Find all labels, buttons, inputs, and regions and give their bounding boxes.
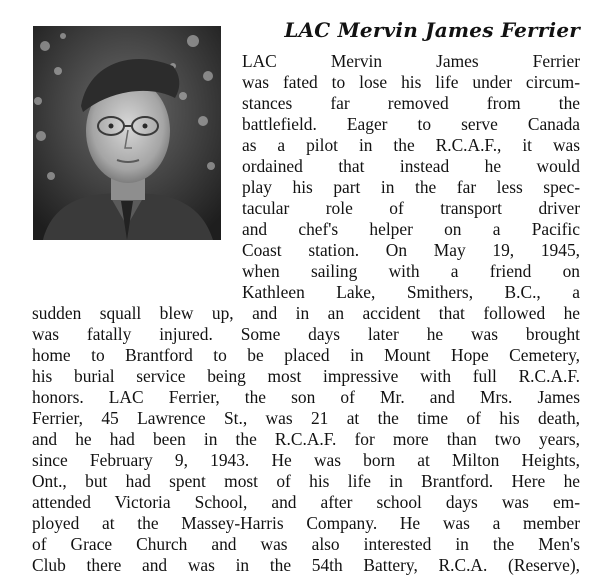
body-line: Ferrier, 45 Lawrence St., was 21 at the time of his death, bbox=[32, 408, 580, 428]
body-line: his burial service being most impressive with full R.C.A.F. bbox=[32, 366, 580, 386]
portrait-photo bbox=[33, 26, 221, 240]
body-line: sudden squall blew up, and in an accident that followed he bbox=[32, 303, 580, 323]
body-line: and he had been in the R.C.A.F. for more than two years, bbox=[32, 429, 580, 449]
body-line: ployed at the Massey-Harris Company. He was a member bbox=[32, 513, 580, 533]
body-line: honors. LAC Ferrier, the son of Mr. and Mrs. James bbox=[32, 387, 580, 407]
body-line: home to Brantford to be placed in Mount Hope Cemetery, bbox=[32, 345, 580, 365]
portrait-image bbox=[33, 26, 221, 240]
body-line: play his part in the far less spec- bbox=[242, 177, 580, 197]
body-line: stances far removed from the bbox=[242, 93, 580, 113]
body-line: and chef's helper on a Pacific bbox=[242, 219, 580, 239]
body-line: battlefield. Eager to serve Canada bbox=[242, 114, 580, 134]
body-line: tacular role of transport driver bbox=[242, 198, 580, 218]
body-line: Kathleen Lake, Smithers, B.C., a bbox=[242, 282, 580, 302]
body-line: ordained that instead he would bbox=[242, 156, 580, 176]
body-line: when sailing with a friend on bbox=[242, 261, 580, 281]
body-line: Coast station. On May 19, 1945, bbox=[242, 240, 580, 260]
body-line: Club there and was in the 54th Battery, R.C.A. (Reserve), bbox=[32, 555, 580, 575]
body-line: was fatally injured. Some days later he was brought bbox=[32, 324, 580, 344]
body-line: as a pilot in the R.C.A.F., it was bbox=[242, 135, 580, 155]
body-line: of Grace Church and was also interested in the Men's bbox=[32, 534, 580, 554]
body-line: was fated to lose his life under circum- bbox=[242, 72, 580, 92]
body-line: Ont., but had spent most of his life in Brantford. Here he bbox=[32, 471, 580, 491]
article-title: LAC Mervin James Ferrier bbox=[284, 18, 580, 42]
body-line: since February 9, 1943. He was born at Milton Heights, bbox=[32, 450, 580, 470]
body-line: LAC Mervin James Ferrier bbox=[242, 51, 580, 71]
body-line: attended Victoria School, and after school days was em- bbox=[32, 492, 580, 512]
